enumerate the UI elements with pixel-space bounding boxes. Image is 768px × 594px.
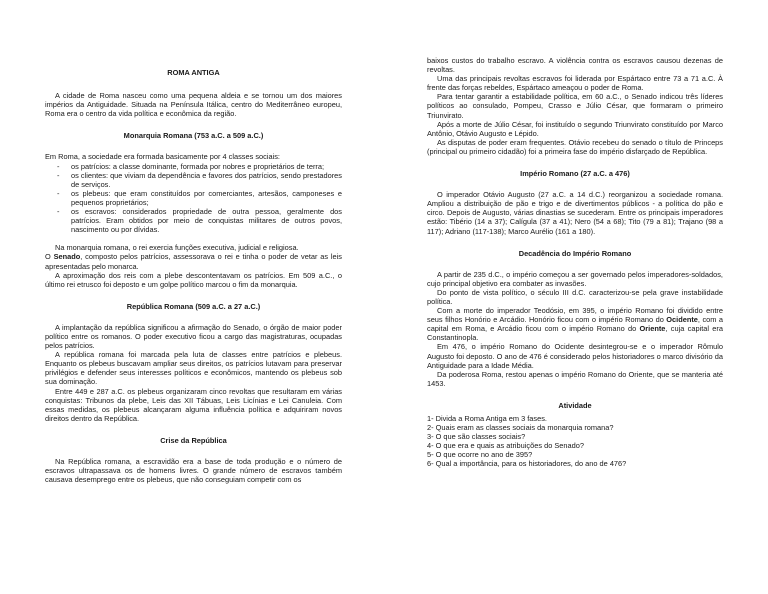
crise-paragraph: Após a morte de Júlio César, foi instituído o segundo Triunvirato constituído por Marco Antônio, Otávio Augusto e Lépido.: [427, 119, 723, 138]
decadencia-paragraph: [427, 306, 723, 342]
monarquia-paragraph: Na monarquia romana, o rei exercia funções executiva, judicial e religiosa.: [55, 243, 299, 253]
list-item: - os plebeus: que eram constituídos por comerciantes, artesãos, camponeses e pequenos proprietários;: [71, 189, 342, 207]
question-item: 5- O que ocorre no ano de 395?: [427, 450, 533, 460]
republica-heading: República Romana (509 a.C. a 27 a.C.): [126, 301, 261, 311]
left-column: [45, 0, 342, 484]
imperio-heading: Império Romano (27 a.C. a 476): [520, 169, 630, 179]
list-item: - os clientes: que viviam da dependência e favores dos patrícios, sendo prestadores de serviços.: [71, 171, 342, 189]
republica-paragraph: A república romana foi marcada pela luta de classes entre patrícios e plebeus. Enquanto os plebeus buscavam ampliar seus direitos, os patrícios lutavam para preservar privilégios e defender seus interesses políticos e econômicos, mantendo os plebeus sob sua dominação.: [45, 350, 342, 387]
senado-text: O: [45, 252, 54, 262]
question-item: 1- Divida a Roma Antiga em 3 fases.: [427, 414, 547, 423]
decadencia-paragraph: Do ponto de vista político, o século III d.C. caracterizou-se pela grave instabilidade política.: [427, 287, 723, 306]
monarquia-heading: Monarquia Romana (753 a.C. a 509 a.C.): [123, 131, 264, 141]
question-item: 6- Qual a importância, para os historiadores, do ano de 476?: [427, 459, 627, 469]
right-column: [427, 0, 723, 469]
crise-paragraph: Para tentar garantir a estabilidade política, em 60 a.C., o Senado indicou três líderes políticos ao consulado, Pompeu, Crasso e Júlio César, que formaram o primeiro Triunvirato.: [427, 92, 723, 120]
list-item: - os escravos: considerados propriedade de outra pessoa, geralmente dos patrícios. Eram obtidos por meio de conquistas militares de outros povos, nascimento ou por dívidas.: [71, 207, 342, 234]
question-item: 2- Quais eram as classes sociais da monarquia romana?: [427, 423, 614, 433]
decadencia-text: , cuja capital era Constantinopla.: [427, 324, 723, 343]
decadencia-paragraph: Da poderosa Roma, restou apenas o império Romano do Oriente, que se manteria até 1453.: [427, 369, 723, 388]
intro-paragraph: A cidade de Roma nasceu como uma pequena aldeia e se tornou um dos maiores impérios da Antiguidade. Situada na Península Itálica, centro do Mediterrâneo europeu, Roma era o centro da vida política e econômica da região.: [45, 91, 342, 119]
senado-paragraph: [45, 252, 342, 270]
social-classes-list: [45, 162, 342, 235]
crise-paragraph: As disputas de poder eram frequentes. Otávio recebeu do senado o título de Princeps (principal ou primeiro cidadão) foi a primeira fase do império disfarçado de República.: [427, 137, 723, 156]
question-item: 4- O que era e quais as atribuições do Senado?: [427, 441, 584, 451]
decadencia-text: Com a morte do imperador Teodósio, em 395, o império Romano foi dividido entre seus filhos Honório e Arcádio. Honório ficou com o império Romano do: [427, 306, 723, 325]
document-title: ROMA ANTIGA: [167, 68, 220, 77]
question-item: 3- O que são classes sociais?: [427, 432, 526, 442]
republica-paragraph: Entre 449 e 287 a.C. os plebeus organizaram cinco revoltas que resultaram em várias conquistas: Tribunos da plebe, Leis das XII Tábuas, Leis Licínias e Lei Canuleia. Com essas medidas, os plebeus alcançaram alguma influência política e adquiriram novos direitos dentro da República.: [45, 386, 342, 423]
crise-paragraph: Na República romana, a escravidão era a base de toda produção e o número de escravos ultrapassava os de homens livres. O grande número de escravos também causava desemprego entre os plebeus, que não conseguiam competir com os: [45, 457, 342, 485]
questions-list: [427, 414, 723, 469]
decadencia-heading: Decadência do Império Romano: [518, 248, 632, 258]
senado-keyword: Senado: [53, 252, 81, 262]
crise-heading: Crise da República: [160, 435, 227, 445]
monarquia-paragraph: A aproximação dos reis com a plebe descontentavam os patrícios. Em 509 a.C., o último rei etrusco foi deposto e um golpe político marcou o fim da monarquia.: [45, 270, 342, 289]
decadencia-text: , com a capital em Roma, e Arcádio ficou com o império Romano do: [427, 315, 724, 334]
crise-paragraph: Uma das principais revoltas escravos foi liderada por Espártaco entre 73 a 71 a.C. À frente das forças rebeldes, Espártaco ameaçou o poder de Roma.: [427, 74, 723, 93]
republica-paragraph: A implantação da república significou a afirmação do Senado, o órgão de maior poder político entre os romanos. O poder executivo ficou a cargo das magistraturas, ocupadas pelos patrícios.: [45, 322, 342, 351]
decadencia-paragraph: Em 476, o império Romano do Ocidente desintegrou-se e o imperador Rômulo Augusto foi deposto. O ano de 476 é considerado pelos historiadores o marco divisório da Antiguidade para a Idade Média.: [427, 342, 723, 370]
senado-text: , composto pelos patrícios, assessorava o rei e tinha o poder de vetar as leis apresentadas pelo monarca.: [45, 252, 342, 271]
ocidente-keyword: Ocidente: [666, 315, 698, 325]
decadencia-paragraph: A partir de 235 d.C., o império começou a ser governado pelos imperadores-soldados, cujo principal objetivo era combater as invasões.: [427, 269, 723, 288]
oriente-keyword: Oriente: [639, 324, 666, 334]
crise-paragraph: baixos custos do trabalho escravo. A violência contra os escravos causou dezenas de revoltas.: [427, 56, 723, 75]
monarquia-paragraph: Em Roma, a sociedade era formada basicamente por 4 classes sociais:: [45, 152, 280, 162]
atividade-heading: Atividade: [558, 400, 592, 410]
imperio-paragraph: O imperador Otávio Augusto (27 a.C. a 14 d.C.) reorganizou a sociedade romana. Ampliou a distribuição de pão e trigo e de divertimentos públicos - a política do pão e circo. Depois de Augusto, várias dinastias se sucederam. Entre os principais imperadores estão: Tibério (14 a 37); Calígula (37 a 41); Nero (54 a 68); Tito (79 a 81); Trajano (98 a 117); Adriano (117-138); Marco Aurélio (161 a 180).: [427, 190, 723, 236]
list-item: - os patrícios: a classe dominante, formada por nobres e proprietários de terra;: [71, 162, 342, 171]
